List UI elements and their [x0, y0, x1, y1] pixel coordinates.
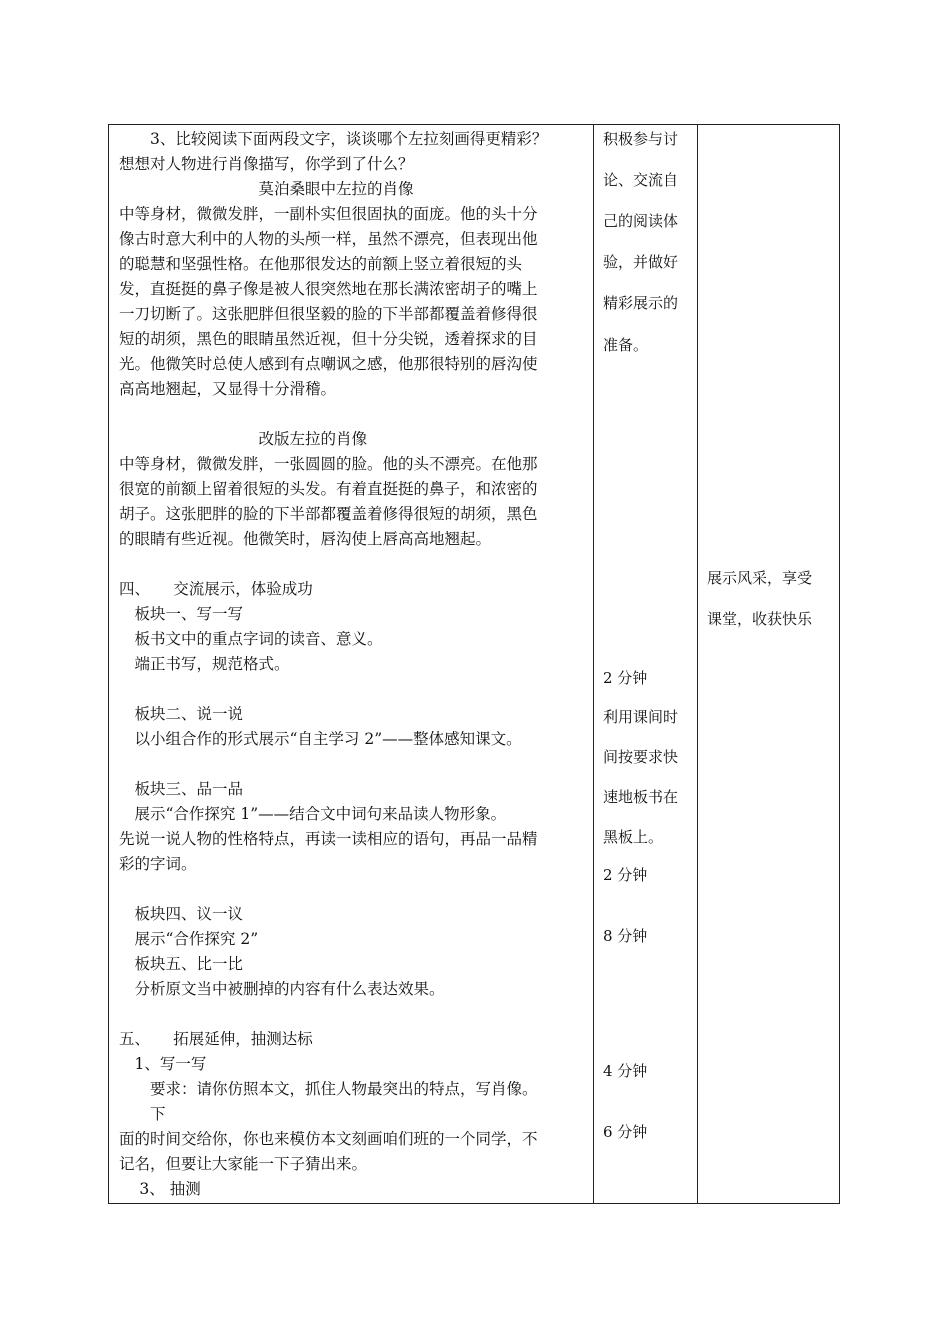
- student-activity-line: 4 分钟: [603, 1062, 648, 1080]
- content-line: 先说一说人物的性格特点，再读一读相应的语句，再品一品精: [119, 830, 538, 848]
- student-activity-line: 2 分钟: [603, 866, 648, 884]
- content-line: 光。他微笑时总使人感到有点嘲讽之感，他那很特别的唇沟使: [119, 355, 538, 373]
- student-activity-column: [603, 125, 695, 1203]
- student-activity-line: 积极参与讨: [603, 130, 679, 148]
- teaching-content-column: [119, 125, 589, 1203]
- content-line: 展示“合作探究 2”: [119, 930, 259, 948]
- design-intent-column: [707, 125, 839, 1203]
- content-line: 3、比较阅读下面两段文字，谈谈哪个左拉刻画得更精彩？: [119, 130, 548, 148]
- content-line: 3、 抽测: [119, 1180, 201, 1198]
- content-line: 彩的字词。: [119, 855, 197, 873]
- content-line: 莫泊桑眼中左拉的肖像: [119, 180, 414, 198]
- student-activity-line: 6 分钟: [603, 1123, 648, 1141]
- content-line: 记名，但要让大家能一下子猜出来。: [119, 1155, 368, 1173]
- content-line: 像古时意大利中的人物的头颅一样，虽然不漂亮，但表现出他: [119, 230, 538, 248]
- content-line: 板块三、品一品: [119, 780, 244, 798]
- content-line: 板块一、写一写: [119, 605, 244, 623]
- student-activity-line: 准备。: [603, 336, 649, 354]
- student-activity-line: 速地板书在: [603, 788, 679, 806]
- content-line: 分析原文当中被删掉的内容有什么表达效果。: [119, 980, 445, 998]
- content-line: 板块五、比一比: [119, 955, 244, 973]
- content-line: 要求：请你仿照本文，抓住人物最突出的特点，写肖像。: [119, 1080, 538, 1098]
- student-activity-line: 验，并做好: [603, 253, 679, 271]
- content-line: 板块四、议一议: [119, 905, 244, 923]
- student-activity-line: 8 分钟: [603, 927, 648, 945]
- student-activity-line: 论、交流自: [603, 171, 679, 189]
- design-intent-line: 展示风采，享受: [707, 569, 813, 587]
- design-intent-line: 课堂，收获快乐: [707, 610, 813, 628]
- column-divider-1: [593, 125, 594, 1203]
- content-line: 发，直挺挺的鼻子像是被人很突然地在那长满浓密胡子的嘴上: [119, 280, 538, 298]
- content-line: 四、 交流展示，体验成功: [119, 580, 313, 598]
- student-activity-line: 2 分钟: [603, 669, 648, 687]
- content-line: 的眼睛有些近视。他微笑时，唇沟使上唇高高地翘起。: [119, 530, 492, 548]
- content-line: 下: [119, 1105, 166, 1123]
- content-line: 五、 拓展延伸，抽测达标: [119, 1030, 313, 1048]
- student-activity-line: 黑板上。: [603, 828, 664, 846]
- content-line: 板书文中的重点字词的读音、意义。: [119, 630, 383, 648]
- content-line: 板块二、说一说: [119, 705, 244, 723]
- content-line: 端正书写，规范格式。: [119, 655, 290, 673]
- content-line: 胡子。这张肥胖的脸的下半部都覆盖着修得很短的胡须，黑色: [119, 505, 538, 523]
- student-activity-line: 精彩展示的: [603, 294, 679, 312]
- content-line: 展示“合作探究 1”——结合文中词句来品读人物形象。: [119, 805, 507, 823]
- student-activity-line: 己的阅读体: [603, 212, 679, 230]
- content-line: 高高地翘起，又显得十分滑稽。: [119, 380, 337, 398]
- content-line: 短的胡须，黑色的眼睛虽然近视，但十分尖锐，透着探求的目: [119, 330, 538, 348]
- content-line: 一刀切断了。这张肥胖但很坚毅的脸的下半部都覆盖着修得很: [119, 305, 538, 323]
- content-line: 1、写一写: [119, 1055, 207, 1073]
- content-line: 中等身材，微微发胖，一张圆圆的脸。他的头不漂亮。在他那: [119, 455, 538, 473]
- content-line: 很宽的前额上留着很短的头发。有着直挺挺的鼻子，和浓密的: [119, 480, 538, 498]
- content-line: 面的时间交给你，你也来模仿本文刻画咱们班的一个同学，不: [119, 1130, 538, 1148]
- lesson-plan-table: [108, 124, 840, 1204]
- content-line: 改版左拉的肖像: [119, 430, 368, 448]
- column-divider-2: [697, 125, 698, 1203]
- content-line: 以小组合作的形式展示“自主学习 2”——整体感知课文。: [119, 730, 522, 748]
- student-activity-line: 间按要求快: [603, 748, 679, 766]
- student-activity-line: 利用课间时: [603, 708, 679, 726]
- content-line: 中等身材，微微发胖，一副朴实但很固执的面庞。他的头十分: [119, 205, 538, 223]
- content-line: 想想对人物进行肖像描写，你学到了什么？: [119, 155, 414, 173]
- content-line: 的聪慧和坚强性格。在他那很发达的前额上竖立着很短的头: [119, 255, 523, 273]
